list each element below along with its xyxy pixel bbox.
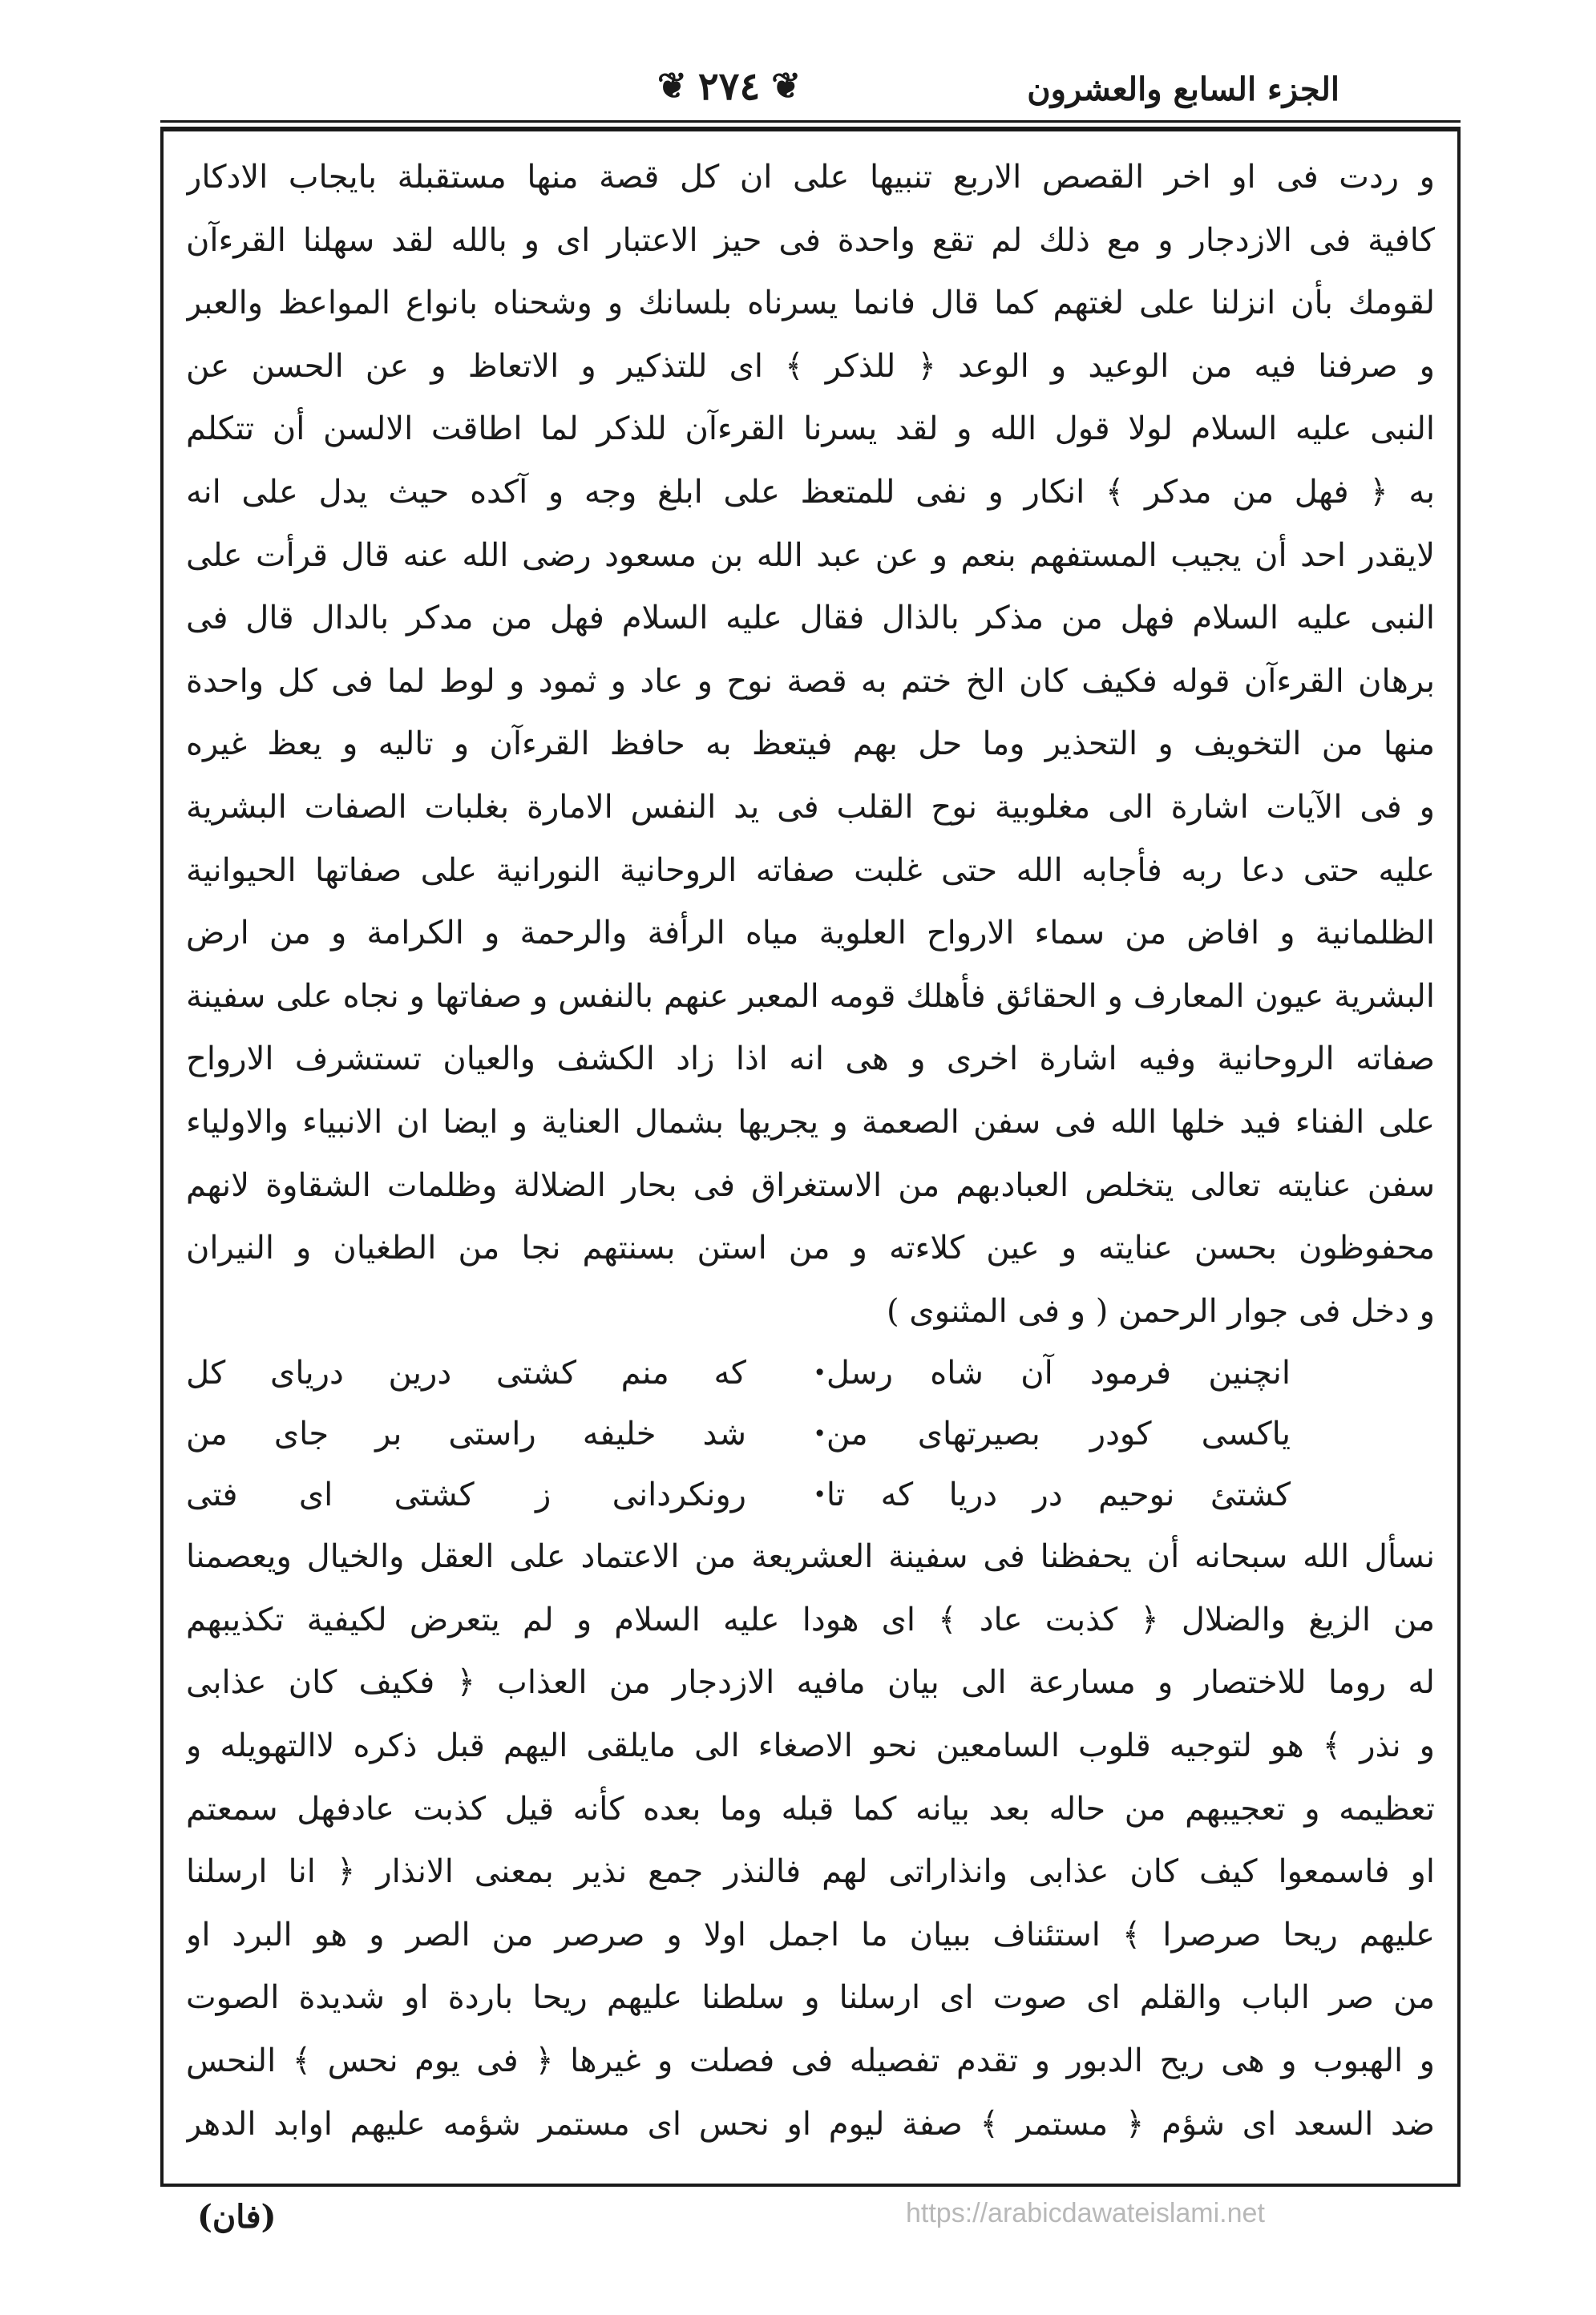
- catchword: (فان): [197, 2198, 277, 2236]
- text-line: عليه حتى دعا ربه فأجابه الله حتى غلبت صفاته الروحانية النورانية على صفاتها الحيوانية: [186, 851, 1435, 889]
- text-line: لايقدر احد أن يجيب المستفهم بنعم و عن عبد الله بن مسعود رضى الله عنه قال قرأت على: [186, 536, 1435, 574]
- verse-hemistich-second: رونكردانى ز كشتى اى فتى: [185, 1477, 746, 1514]
- text-line: و نذر ﴾ هو لتوجيه قلوب السامعين نحو الاصغاء الى مايلقى اليهم قبل ذكره لاالتهويله و: [186, 1727, 1435, 1765]
- verse-separator-icon: •: [813, 1420, 826, 1448]
- text-line: لقومك بأن انزلنا على لغتهم كما قال فانما يسرناه بلسانك و وشحناه بانواع المواعظ والعبر: [186, 285, 1435, 322]
- verse-separator-icon: •: [813, 1360, 826, 1387]
- text-line: و ردت فى او اخر القصص الاربع تنبيها على ان كل قصة منها مستقبلة بايجاب الادكار: [186, 159, 1435, 196]
- text-line: منها من التخويف و التحذير وما حل بهم فيتعظ به حافظ القرءآن و تاليه و يعظ غيره: [186, 725, 1435, 763]
- running-head: الجزء السابع والعشرون: [1027, 71, 1339, 108]
- text-line: له روما للاختصار و مسارعة الى بيان مافيه الازدجار من العذاب ﴿ فكيف كان عذابى: [186, 1664, 1435, 1702]
- verse-hemistich-second: كه منم كشتى درين درياى كل: [185, 1355, 746, 1392]
- text-line: البشرية عيون المعارف و الحقائق فأهلك قومه المعبر عنهم بالنفس و صفاتها و نجاه على سفينة: [186, 977, 1435, 1015]
- text-line: كافية فى الازدجار و مع ذلك لم تقع واحدة فى حيز الاعتبار اى و بالله لقد سهلنا القرءآن: [186, 221, 1435, 259]
- verse-hemistich-first: ياكسى كودر بصيرتهاى من: [826, 1416, 1291, 1453]
- text-line: او فاسمعوا كيف كان عذابى وانذاراتى لهم فالنذر جمع نذير بمعنى الانذار ﴿ انا ارسلنا: [186, 1853, 1435, 1891]
- text-line: على الفناء فيد خلها الله فى سفن الصعمة و يجريها بشمال العناية و ايضا ان الانبياء والاولياء: [186, 1103, 1435, 1141]
- text-line: برهان القرءآن قوله فكيف كان الخ ختم به قصة نوح و عاد و ثمود و لوط لما فى كل واحدة: [186, 662, 1435, 700]
- verse-row: [186, 1343, 1435, 1404]
- text-line: النبى عليه السلام فهل من مذكر بالذال فقال عليه السلام فهل من مدكر بالدال قال فى: [186, 600, 1435, 637]
- text-line: و فى الآيات اشارة الى مغلوبية نوح القلب فى يد النفس الامارة بغلبات الصفات البشرية: [186, 788, 1435, 826]
- text-line: من صر الباب والقلم اى صوت اى ارسلنا و سلطنا عليهم ريحا باردة او شديدة الصوت: [186, 1979, 1435, 2017]
- text-lines-before-verse: [186, 146, 1435, 1343]
- page-header: [0, 0, 1596, 136]
- text-line: سفن عنايته تعالى يتخلص العبادبهم من الاستغراق فى بحار الضلالة وظلمات الشقاوة لانهم: [186, 1166, 1435, 1204]
- text-line: صفاته الروحانية وفيه اشارة اخرى و هى انه اذا زاد الكشف والعيان تستشرف الارواح: [186, 1040, 1435, 1078]
- text-line: و دخل فى جوار الرحمن ( و فى المثنوى ): [886, 1292, 1435, 1330]
- verse-row: [186, 1404, 1435, 1465]
- text-line: عليهم ريحا صرصرا ﴾ استئناف ببيان ما اجمل اولا و صرصر من الصر و هو البرد او: [186, 1916, 1435, 1953]
- page-number: ٢٧٤: [697, 64, 761, 109]
- text-line: ضد السعد اى شؤم ﴿ مستمر ﴾ صفة ليوم او نحس اى مستمر شؤمه عليهم اوابد الدهر: [186, 2105, 1435, 2143]
- main-text: [186, 146, 1435, 2155]
- ornament-right-icon: ❦: [771, 66, 802, 107]
- verse-block: [186, 1343, 1435, 1525]
- ornament-left-icon: ❦: [657, 66, 687, 107]
- verse-hemistich-first: كشتئ نوحيم در دريا كه تا: [826, 1477, 1291, 1514]
- text-line: محفوظون بحسن عنايته و عين كلاءته و من استن بسنتهم نجا من الطغيان و النيران: [186, 1230, 1435, 1267]
- text-line: نسأل الله سبحانه أن يحفظنا فى سفينة العشريعة من الاعتماد على العقل والخيال ويعصمنا: [186, 1538, 1435, 1576]
- verse-hemistich-second: شد خليفه راستى بر جاى من: [185, 1416, 746, 1453]
- text-line: و صرفنا فيه من الوعيد و الوعد ﴿ للذكر ﴾ اى للتذكير و الاتعاظ و عن الحسن عن: [186, 347, 1435, 385]
- verse-hemistich-first: انچنين فرمود آن شاه رسل: [826, 1355, 1291, 1392]
- frame-top-rule: [160, 120, 1461, 123]
- text-line: به ﴿ فهل من مدكر ﴾ انكار و نفى للمتعظ على ابلغ وجه و آكده حيث يدل على انه: [186, 473, 1435, 511]
- text-line: النبى عليه السلام لولا قول الله و لقد يسرنا القرءآن للذكر لما اطاقت الالسن أن تتكلم: [186, 410, 1435, 448]
- verse-row: [186, 1465, 1435, 1525]
- text-lines-after-verse: [186, 1525, 1435, 2155]
- text-line: من الزيغ والضلال ﴿ كذبت عاد ﴾ اى هودا عليه السلام و لم يتعرض لكيفية تكذيبهم: [186, 1601, 1435, 1638]
- watermark-url: https://arabicdawateislami.net: [906, 2198, 1265, 2228]
- text-line: و الهبوب و هى ريح الدبور و تقدم تفصيله فى فصلت و غيرها ﴿ فى يوم نحس ﴾ النحس: [186, 2042, 1435, 2080]
- text-line: الظلمانية و افاض من سماء الارواح العلوية مياه الرأفة والرحمة و الكرامة و من ارض: [186, 915, 1435, 952]
- text-line: تعظيمه و تعجيبهم من حاله بعد بيانه كما قبله وما بعده كأنه قيل كذبت عادفهل سمعتم: [186, 1790, 1435, 1828]
- verse-separator-icon: •: [813, 1481, 826, 1509]
- page-number-group: [657, 64, 801, 109]
